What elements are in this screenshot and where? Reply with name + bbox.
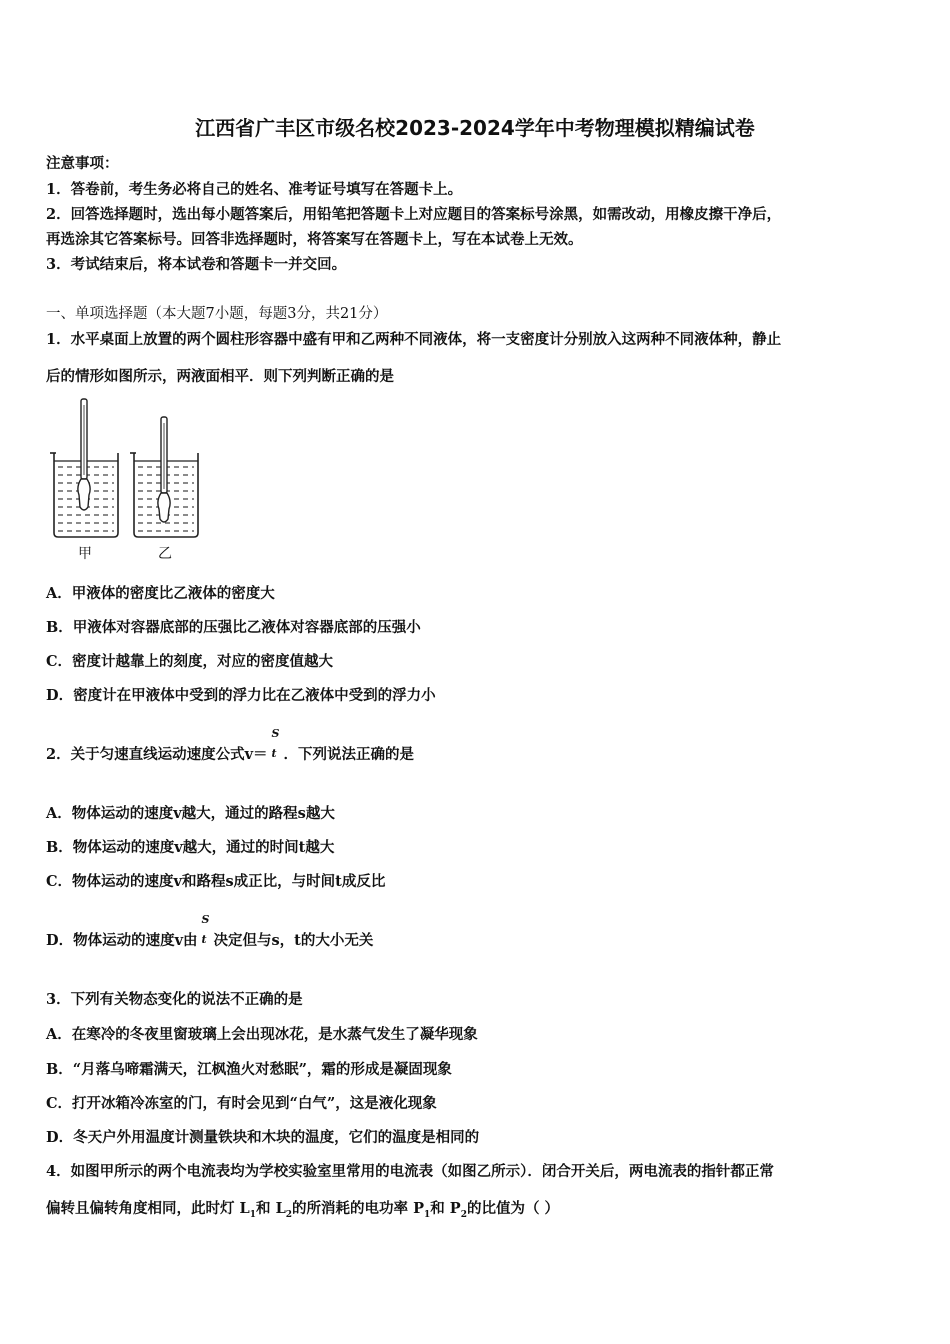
q3-option-a: A．在寒冷的冬夜里窗玻璃上会出现冰花，是水蒸气发生了凝华现象 <box>46 1026 478 1043</box>
q3-option-b: B．“月落乌啼霜满天，江枫渔火对愁眠”，霜的形成是凝固现象 <box>46 1061 452 1078</box>
notice-item: 3．考试结束后，将本试卷和答题卡一并交回。 <box>46 256 347 273</box>
page-title: 江西省广丰区市级名校2023-2024学年中考物理模拟精编试卷 <box>195 116 755 140</box>
hydrometer-figure <box>46 395 206 565</box>
fraction-denominator: t <box>201 933 207 946</box>
question-1-stem: 1．水平桌面上放置的两个圆柱形容器中盛有甲和乙两种不同液体，将一支密度计分别放入这两种不同液体种，静止 <box>46 331 782 348</box>
subscript: 2 <box>285 1209 293 1220</box>
subscript: 1 <box>423 1209 431 1220</box>
q4-text: 的比值为（ ） <box>466 1200 560 1217</box>
question-2-stem <box>46 727 415 765</box>
q2-option-d-end: 决定但与s，t的大小无关 <box>213 932 374 949</box>
q2-option-b: B．物体运动的速度v越大，通过的时间t越大 <box>46 839 335 856</box>
q1-option-b: B．甲液体对容器底部的压强比乙液体对容器底部的压强小 <box>46 619 421 636</box>
formula-fraction <box>268 727 284 765</box>
subscript: 2 <box>460 1209 467 1220</box>
q2-option-a: A．物体运动的速度v越大，通过的路程s越大 <box>46 805 335 822</box>
figure-label-yi: 乙 <box>158 546 172 562</box>
notice-item: 再选涂其它答案标号。回答非选择题时，将答案写在答题卡上，写在本试卷上无效。 <box>46 231 583 248</box>
question-4-stem: 4．如图甲所示的两个电流表均为学校实验室里常用的电流表（如图乙所示）．闭合开关后，两电流表的指针都正常 <box>46 1163 774 1180</box>
q2-option-c: C．物体运动的速度v和路程s成正比，与时间t成反比 <box>46 873 386 890</box>
q1-option-c: C．密度计越靠上的刻度，对应的密度值越大 <box>46 653 334 670</box>
q3-option-c: C．打开冰箱冷冻室的门，有时会见到“白气”，这是液化现象 <box>46 1095 437 1112</box>
q4-text: 的所消耗的电功率 P <box>292 1200 424 1217</box>
q1-option-a: A．甲液体的密度比乙液体的密度大 <box>46 585 275 602</box>
fraction-numerator: S <box>201 913 210 926</box>
q4-text: 偏转且偏转角度相同，此时灯 L <box>46 1200 250 1217</box>
section-heading: 一、单项选择题（本大题7小题，每题3分，共21分） <box>46 306 388 322</box>
q2-stem-start: 2．关于匀速直线运动速度公式v＝ <box>46 746 268 763</box>
figure-label-jia: 甲 <box>78 546 92 562</box>
q2-option-d <box>46 913 374 951</box>
q1-option-d: D．密度计在甲液体中受到的浮力比在乙液体中受到的浮力小 <box>46 687 436 704</box>
q2-stem-end: ．下列说法正确的是 <box>283 746 415 763</box>
fraction-numerator: S <box>271 727 280 740</box>
notice-item: 2．回答选择题时，选出每小题答案后，用铅笔把答题卡上对应题目的答案标号涂黑，如需改动，用橡皮擦干净后， <box>46 206 782 223</box>
question-4-stem-cont <box>46 1197 559 1220</box>
question-1-stem-cont: 后的情形如图所示，两液面相平．则下列判断正确的是 <box>46 368 394 385</box>
fraction-denominator: t <box>271 747 277 760</box>
option-fraction <box>198 913 214 951</box>
question-3-stem: 3．下列有关物态变化的说法不正确的是 <box>46 991 303 1008</box>
q2-option-d-start: D．物体运动的速度v由 <box>46 932 198 949</box>
beakers-illustration <box>46 395 206 565</box>
q3-option-d: D．冬天户外用温度计测量铁块和木块的温度，它们的温度是相同的 <box>46 1129 480 1146</box>
subscript: 1 <box>249 1209 257 1220</box>
q4-text: 和 P <box>430 1200 461 1217</box>
notice-heading: 注意事项： <box>46 155 119 172</box>
notice-item: 1．答卷前，考生务必将自己的姓名、准考证号填写在答题卡上。 <box>46 181 463 198</box>
q4-text: 和 L <box>256 1200 286 1217</box>
